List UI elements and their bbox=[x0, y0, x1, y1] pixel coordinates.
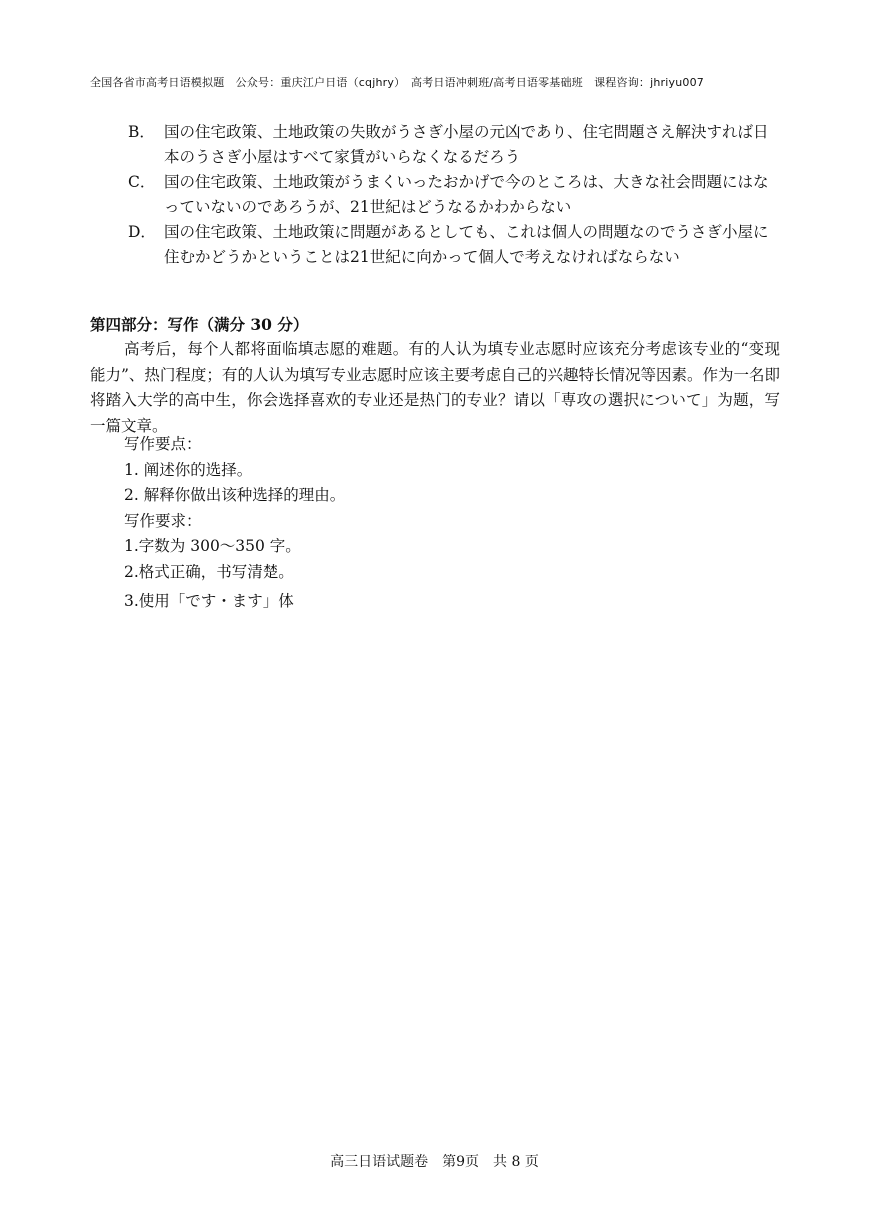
rule-item: 1.字数为 300～350 字。 bbox=[124, 537, 301, 555]
option-c bbox=[128, 170, 778, 220]
points-heading: 写作要点： bbox=[124, 435, 202, 453]
option-letter: C． bbox=[128, 173, 156, 191]
answer-options bbox=[128, 120, 778, 270]
writing-prompt: 高考后，每个人都将面临填志愿的难题。有的人认为填专业志愿时应该充分考虑该专业的“变现能力”、热门程度；有的人认为填写专业志愿时应该主要考虑自己的兴趣特长情况等因素。作为一名即将踏入大学的高中生，你会选择喜欢的专业还是热门的专业？请以「専攻の選択について」为题，写一篇文章。 bbox=[90, 340, 780, 435]
rule-item: 2.格式正确，书写清楚。 bbox=[124, 562, 294, 581]
rules-heading: 写作要求： bbox=[124, 511, 202, 530]
writing-requirements bbox=[124, 432, 345, 615]
option-text: 国の住宅政策、土地政策の失敗がうさぎ小屋の元凶であり、住宅問題さえ解決すれば日本のうさぎ小屋はすべて家賃がいらなくなるだろう bbox=[164, 123, 769, 166]
point-item: 2. 解释你做出该种选择的理由。 bbox=[124, 486, 346, 504]
option-d bbox=[128, 220, 778, 270]
rule-item: 3.使用「です・ます」体 bbox=[124, 592, 294, 610]
section-title: 第四部分：写作（满分 30 分） bbox=[90, 315, 309, 334]
option-letter: B． bbox=[128, 123, 155, 141]
option-letter: D． bbox=[128, 223, 156, 241]
option-b bbox=[128, 120, 778, 170]
page-header: 全国各省市高考日语模拟题 公众号：重庆江户日语（cqjhry） 高考日语冲刺班/高考日语零基础班 课程咨询：jhriyu007 bbox=[90, 76, 704, 89]
option-text: 国の住宅政策、土地政策に問題があるとしても、これは個人の問題なのでうさぎ小屋に住むかどうかということは21世紀に向かって個人で考えなければならない bbox=[164, 223, 769, 266]
page-footer: 高三日语试题卷 第9页 共 8 页 bbox=[330, 1154, 539, 1170]
point-item: 1. 阐述你的选择。 bbox=[124, 460, 253, 479]
option-text: 国の住宅政策、土地政策がうまくいったおかげで今のところは、大きな社会問題にはなっていないのであろうが、21世紀はどうなるかわからない bbox=[164, 173, 769, 216]
